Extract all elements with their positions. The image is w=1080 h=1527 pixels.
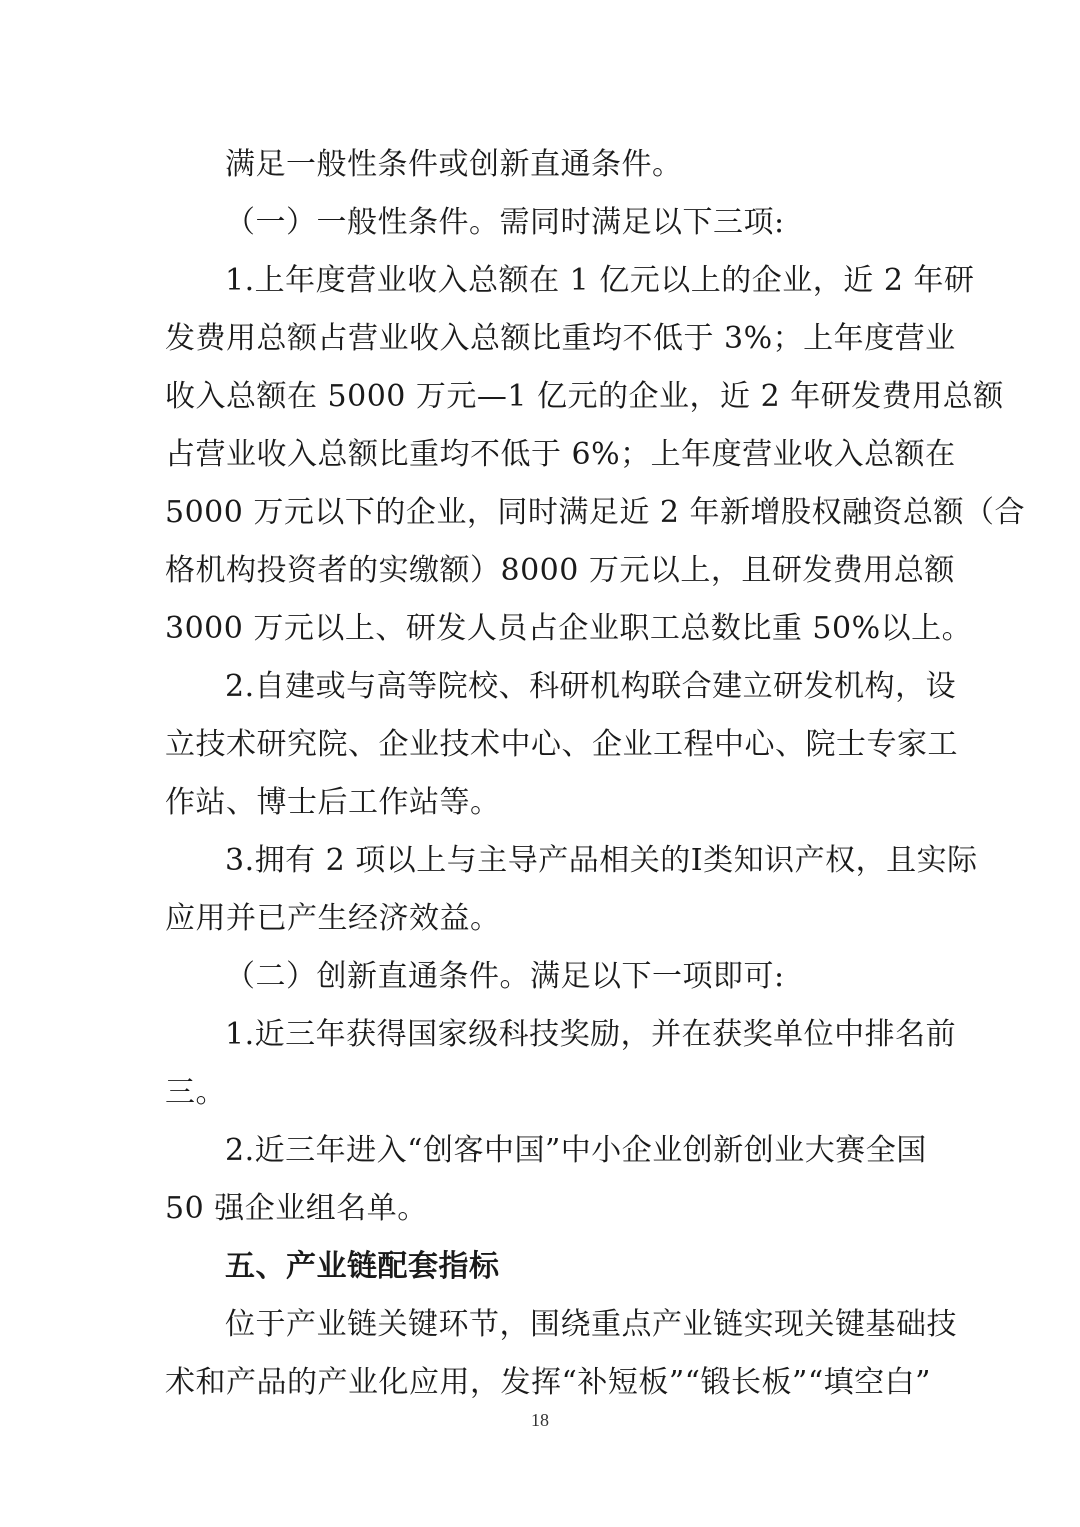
text-line: 3.拥有 2 项以上与主导产品相关的I类知识产权，且实际 <box>225 843 978 878</box>
text-line: 收入总额在 5000 万元—1 亿元的企业，近 2 年研发费用总额 <box>165 379 1004 414</box>
text-line: （一）一般性条件。需同时满足以下三项: <box>225 205 785 240</box>
section-heading: 五、产业链配套指标 <box>225 1249 500 1284</box>
text-line: 占营业收入总额比重均不低于 6%；上年度营业收入总额在 <box>165 437 956 472</box>
text-line: 3000 万元以上、研发人员占企业职工总数比重 50%以上。 <box>165 611 973 646</box>
text-line: 格机构投资者的实缴额）8000 万元以上，且研发费用总额 <box>165 553 955 588</box>
text-line: 位于产业链关键环节，围绕重点产业链实现关键基础技 <box>225 1307 957 1342</box>
text-line: 5000 万元以下的企业，同时满足近 2 年新增股权融资总额（合 <box>165 495 1026 530</box>
text-line: 应用并已产生经济效益。 <box>165 901 501 936</box>
text-line: （二）创新直通条件。满足以下一项即可: <box>225 959 785 994</box>
text-line: 作站、博士后工作站等。 <box>165 785 501 820</box>
text-line: 1.近三年获得国家级科技奖励，并在获奖单位中排名前 <box>225 1017 957 1052</box>
text-line: 三。 <box>165 1075 226 1110</box>
document-body <box>165 136 1026 1412</box>
text-line: 立技术研究院、企业技术中心、企业工程中心、院士专家工 <box>165 727 958 762</box>
text-line: 发费用总额占营业收入总额比重均不低于 3%；上年度营业 <box>165 321 956 356</box>
text-line: 2.自建或与高等院校、科研机构联合建立研发机构，设 <box>225 669 957 704</box>
text-line: 满足一般性条件或创新直通条件。 <box>225 147 683 182</box>
page-number: 18 <box>531 1410 549 1430</box>
text-line: 术和产品的产业化应用，发挥“补短板”“锻长板”“填空白” <box>165 1365 932 1400</box>
text-line: 1.上年度营业收入总额在 1 亿元以上的企业，近 2 年研 <box>225 263 975 298</box>
text-line: 2.近三年进入“创客中国”中小企业创新创业大赛全国 <box>225 1133 927 1168</box>
text-line: 50 强企业组名单。 <box>165 1191 428 1226</box>
